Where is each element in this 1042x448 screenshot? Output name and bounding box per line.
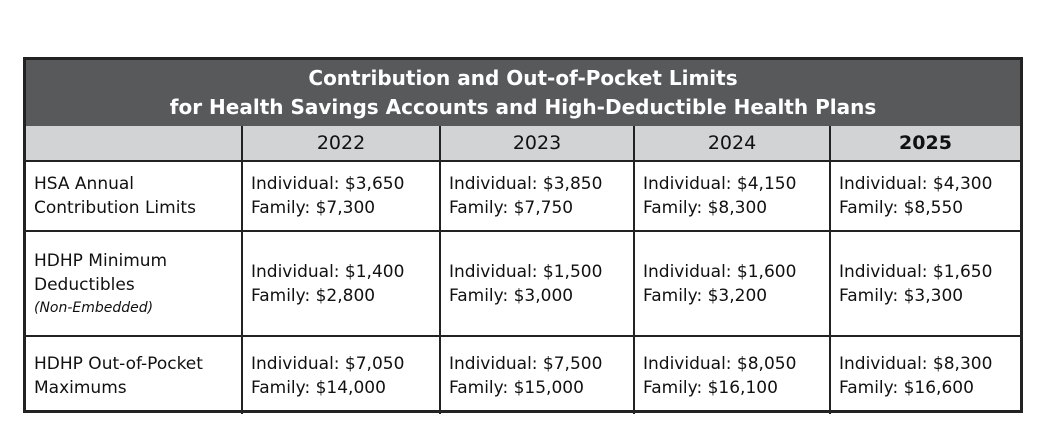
table-cell-2023 — [440, 336, 634, 414]
family-value: Family: $2,800 — [251, 285, 376, 306]
individual-value: Individual: $7,050 — [251, 353, 405, 374]
family-value: Family: $3,200 — [643, 285, 768, 306]
table-header-row — [26, 126, 1020, 161]
table-cell-2025 — [830, 161, 1020, 231]
table-cell-2022 — [242, 336, 440, 414]
individual-value: Individual: $1,400 — [251, 261, 405, 282]
family-value: Family: $8,300 — [643, 198, 768, 218]
table-cell-2025 — [830, 336, 1020, 414]
table-cell-2022 — [242, 161, 440, 231]
row-label — [26, 231, 242, 336]
column-header-blank — [26, 126, 242, 161]
row-label-line: Maximums — [34, 377, 127, 398]
table-row-hdhp-out-of-pocket-maximums — [26, 336, 1020, 414]
table-cell-2024 — [634, 161, 830, 231]
row-label — [26, 336, 242, 414]
family-value: Family: $3,000 — [449, 285, 574, 306]
row-label-line: Contribution Limits — [34, 198, 196, 218]
table-cell-2023 — [440, 161, 634, 231]
row-label-line: Deductibles — [34, 274, 135, 295]
individual-value: Individual: $1,650 — [839, 261, 993, 282]
individual-value: Individual: $3,850 — [449, 174, 603, 194]
table-row-hsa-contribution-limits — [26, 161, 1020, 231]
individual-value: Individual: $4,300 — [839, 174, 993, 194]
table-title-line-2: for Health Savings Accounts and High-Deductible Health Plans — [169, 95, 877, 119]
row-label-line: HDHP Minimum — [34, 250, 168, 271]
individual-value: Individual: $7,500 — [449, 353, 603, 374]
row-label-line: HSA Annual — [34, 174, 135, 194]
family-value: Family: $16,600 — [839, 377, 974, 398]
family-value: Family: $7,750 — [449, 198, 574, 218]
individual-value: Individual: $1,600 — [643, 261, 797, 282]
row-label — [26, 161, 242, 231]
column-header-2024: 2024 — [634, 126, 830, 161]
row-label-line: HDHP Out-of-Pocket — [34, 353, 203, 374]
table-cell-2024 — [634, 231, 830, 336]
family-value: Family: $15,000 — [449, 377, 584, 398]
row-sublabel: (Non-Embedded) — [34, 299, 154, 316]
column-header-2023: 2023 — [440, 126, 634, 161]
column-header-2025: 2025 — [830, 126, 1020, 161]
table-title — [26, 60, 1020, 126]
family-value: Family: $8,550 — [839, 198, 964, 218]
table-cell-2025 — [830, 231, 1020, 336]
limits-table-frame — [23, 57, 1023, 413]
column-header-2022: 2022 — [242, 126, 440, 161]
family-value: Family: $16,100 — [643, 377, 778, 398]
table-cell-2024 — [634, 336, 830, 414]
family-value: Family: $14,000 — [251, 377, 386, 398]
individual-value: Individual: $8,050 — [643, 353, 797, 374]
table-cell-2023 — [440, 231, 634, 336]
individual-value: Individual: $1,500 — [449, 261, 603, 282]
individual-value: Individual: $3,650 — [251, 174, 405, 194]
table-title-line-1: Contribution and Out-of-Pocket Limits — [308, 66, 738, 90]
individual-value: Individual: $8,300 — [839, 353, 993, 374]
table-cell-2022 — [242, 231, 440, 336]
family-value: Family: $3,300 — [839, 285, 964, 306]
individual-value: Individual: $4,150 — [643, 174, 797, 194]
table-row-hdhp-minimum-deductibles — [26, 231, 1020, 336]
limits-table — [26, 126, 1020, 414]
family-value: Family: $7,300 — [251, 198, 376, 218]
